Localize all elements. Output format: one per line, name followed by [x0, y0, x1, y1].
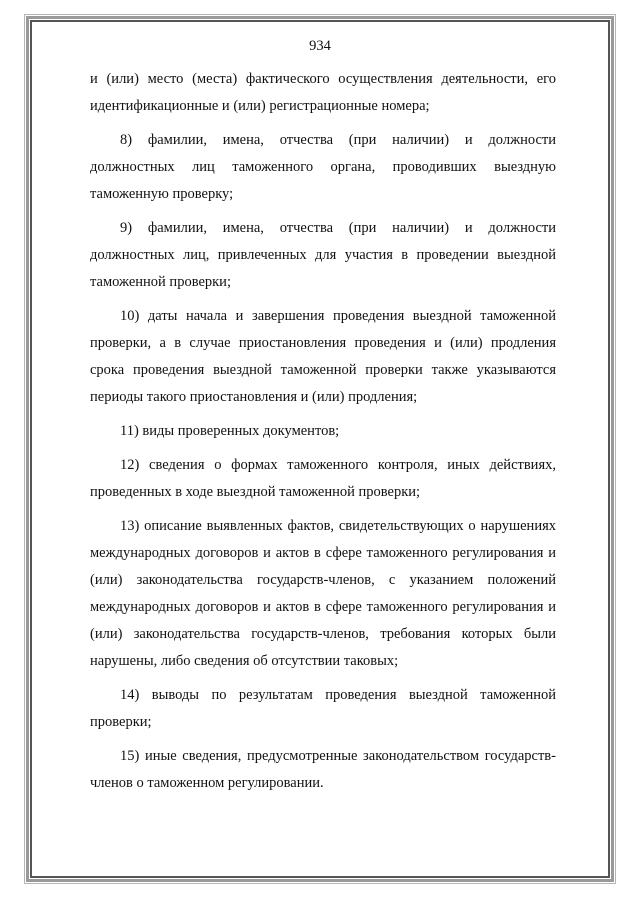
paragraph-item-10: 10) даты начала и завершения проведения выездной таможенной проверки, а в случае приостановления проведения и (или) продления срока проведения выездной таможенной проверки также указываются периоды такого приостановления и (или) продления; — [90, 308, 556, 405]
paragraph-item-12: 12) сведения о формах таможенного контроля, иных действиях, проведенных в ходе выездной таможенной проверки; — [90, 457, 556, 500]
page-number: 934 — [309, 38, 331, 54]
document-body — [90, 66, 556, 804]
paragraph-item-9: 9) фамилии, имена, отчества (при наличии) и должности должностных лиц, привлеченных для участия в проведении выездной таможенной проверки; — [90, 220, 556, 290]
paragraph-item-11: 11) виды проверенных документов; — [120, 423, 340, 439]
document-page — [30, 20, 610, 878]
paragraph-item-8: 8) фамилии, имена, отчества (при наличии) и должности должностных лиц таможенного органа, проводивших выездную таможенную проверку; — [90, 132, 556, 202]
paragraph-item-13: 13) описание выявленных фактов, свидетельствующих о нарушениях международных договоров и актов в сфере таможенного регулирования и (или) законодательства государств-членов, с указанием положений международных договоров и актов в сфере таможенного регулирования и (или) законодательства государств-членов, требования которых были нарушены, либо сведения об отсутствии таковых; — [90, 518, 556, 669]
paragraph-item-14: 14) выводы по результатам проведения выездной таможенной проверки; — [90, 687, 556, 730]
paragraph-continuation: и (или) место (места) фактического осуществления деятельности, его идентификационные и (или) регистрационные номера; — [90, 71, 556, 114]
paragraph-item-15: 15) иные сведения, предусмотренные законодательством государств-членов о таможенном регулировании. — [90, 748, 556, 791]
